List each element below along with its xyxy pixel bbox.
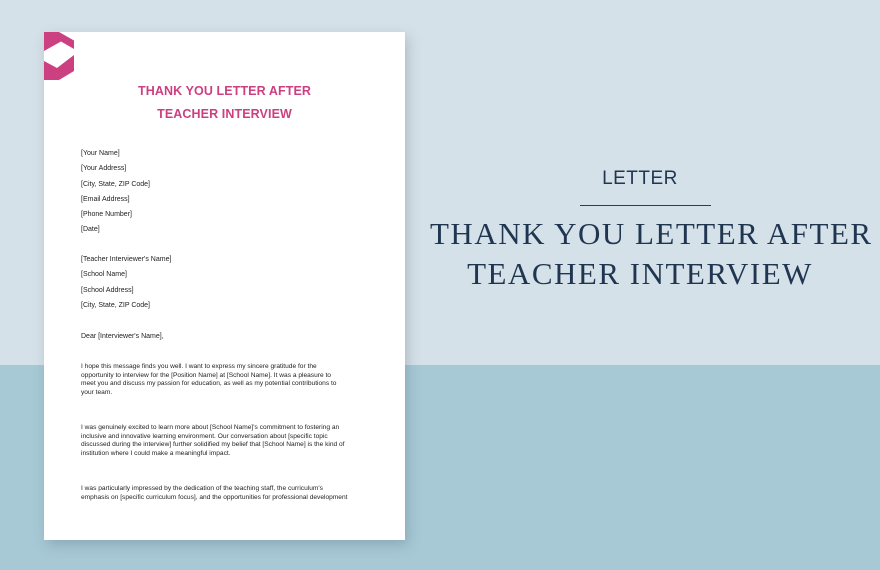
body-paragraph-3: [81, 485, 381, 502]
panel-title-line: TEACHER INTERVIEW: [467, 256, 813, 291]
paragraph-line: discussed during the interview] further solidified my belief that [School Name] is the kind of: [81, 441, 345, 449]
sender-address: [Your Address]: [81, 165, 127, 173]
sender-email: [Email Address]: [81, 195, 130, 203]
letter-date: [Date]: [81, 226, 100, 234]
paragraph-line: I was particularly impressed by the dedication of the teaching staff, the curriculum's: [81, 485, 323, 492]
sender-block: [81, 146, 150, 238]
recipient-block: [81, 252, 171, 313]
panel-title: [430, 214, 873, 294]
paragraph-line: opportunity to interview for the [Position Name] at [School Name]. It was a pleasure to: [81, 371, 331, 379]
document-title-line: THANK YOU LETTER AFTER: [137, 84, 312, 98]
paragraph-line: inclusive and innovative learning environment. Our conversation about [specific topic: [81, 432, 328, 440]
sender-name: [Your Name]: [81, 150, 120, 157]
paragraph-line: I was genuinely excited to learn more about [School Name]'s commitment to fostering an: [81, 424, 340, 431]
salutation: [81, 329, 164, 344]
sender-phone: [Phone Number]: [81, 211, 132, 219]
recipient-name: [Teacher Interviewer's Name]: [81, 256, 172, 263]
paragraph-line: meet you and discuss my passion for education, as well as my potential contributions to: [81, 380, 337, 388]
title-panel: [430, 0, 873, 365]
recipient-school-name: [School Name]: [81, 271, 127, 279]
paragraph-line: I hope this message finds you well. I want to express my sincere gratitude for the: [81, 363, 317, 370]
recipient-city-state-zip: [City, State, ZIP Code]: [81, 301, 150, 309]
recipient-school-address: [School Address]: [81, 286, 134, 294]
brand-logo-icon: [44, 32, 74, 82]
paragraph-line: your team.: [81, 388, 113, 396]
sender-city-state-zip: [City, State, ZIP Code]: [81, 180, 150, 188]
paragraph-line: institution where I could make a meaningful impact.: [81, 449, 231, 457]
category-label: LETTER: [602, 168, 678, 189]
document-title: [44, 80, 405, 126]
panel-title-line: THANK YOU LETTER AFTER: [430, 216, 873, 251]
paragraph-line: emphasis on [specific curriculum focus], and the opportunities for professional development: [81, 493, 348, 501]
document-title-line: TEACHER INTERVIEW: [157, 107, 292, 121]
title-divider: [580, 205, 711, 206]
body-paragraph-1: [81, 363, 381, 397]
letter-document-page: [44, 32, 405, 540]
body-paragraph-2: [81, 424, 381, 458]
salutation-text: Dear [Interviewer's Name],: [81, 333, 164, 340]
